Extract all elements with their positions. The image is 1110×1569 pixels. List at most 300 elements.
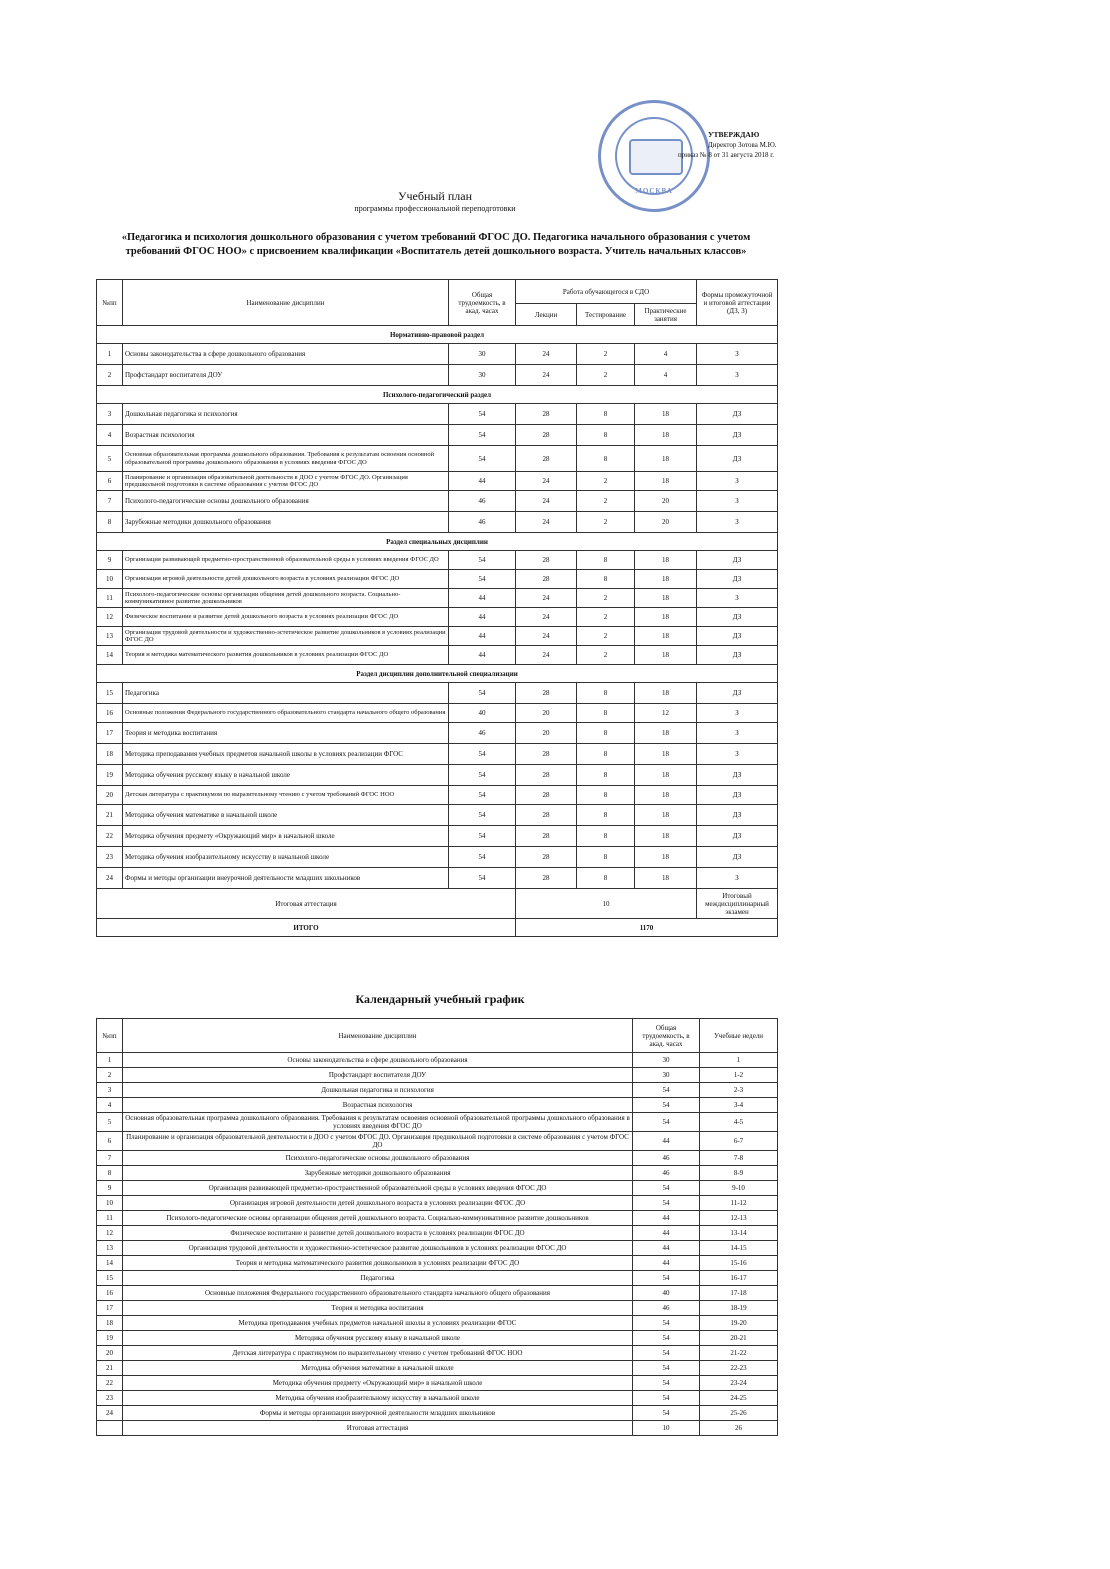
calendar-row xyxy=(97,1241,778,1256)
row-practice: 18 xyxy=(635,805,697,826)
cal-row-number: 18 xyxy=(97,1316,123,1331)
calendar-row xyxy=(97,1256,778,1271)
row-attestation-form: З xyxy=(697,491,778,512)
row-testing: 8 xyxy=(577,723,635,744)
cal-row-total-hours: 54 xyxy=(633,1406,700,1421)
calendar-row xyxy=(97,1391,778,1406)
row-number: 6 xyxy=(97,472,123,491)
cal-row-discipline: Теория и методика воспитания xyxy=(123,1301,633,1316)
row-practice: 4 xyxy=(635,365,697,386)
cal-row-total-hours: 10 xyxy=(633,1421,700,1436)
cal-row-discipline: Основные положения Федерального государственного образовательного стандарта начального общего образования xyxy=(123,1286,633,1301)
header-name: Наименование дисциплин xyxy=(123,280,449,326)
row-testing: 2 xyxy=(577,627,635,646)
row-testing: 2 xyxy=(577,472,635,491)
cal-row-number: 4 xyxy=(97,1098,123,1113)
cal-row-discipline: Организация игровой деятельности детей дошкольного возраста в условиях реализации ФГОС ДО xyxy=(123,1196,633,1211)
cal-row-weeks: 4-5 xyxy=(700,1113,778,1132)
row-practice: 18 xyxy=(635,868,697,889)
table-row xyxy=(97,765,778,786)
cal-row-number: 22 xyxy=(97,1376,123,1391)
cal-row-total-hours: 54 xyxy=(633,1316,700,1331)
cal-row-discipline: Профстандарт воспитателя ДОУ xyxy=(123,1068,633,1083)
calendar-row xyxy=(97,1113,778,1132)
table-row xyxy=(97,365,778,386)
cal-row-discipline: Детская литература с практикумом по выразительному чтению с учетом требований ФГОС НОО xyxy=(123,1346,633,1361)
row-total-hours: 44 xyxy=(449,589,516,608)
final-attestation-row xyxy=(97,889,778,919)
cal-row-total-hours: 44 xyxy=(633,1132,700,1151)
cal-row-discipline: Планирование и организация образовательной деятельности в ДОО с учетом ФГОС ДО. Организация предшкольной подготовки в системе образования с учетом ФГОС ДО xyxy=(123,1132,633,1151)
table-row xyxy=(97,512,778,533)
row-number: 15 xyxy=(97,683,123,704)
cal-row-weeks: 17-18 xyxy=(700,1286,778,1301)
table-row xyxy=(97,472,778,491)
row-testing: 2 xyxy=(577,512,635,533)
row-lectures: 20 xyxy=(516,723,577,744)
table-row xyxy=(97,627,778,646)
row-lectures: 24 xyxy=(516,646,577,665)
row-discipline: Организация развивающей предметно-пространственной образовательной среды в условиях введения ФГОС ДО xyxy=(123,551,449,570)
cal-row-number: 21 xyxy=(97,1361,123,1376)
calendar-header-row xyxy=(97,1019,778,1053)
row-total-hours: 54 xyxy=(449,551,516,570)
row-total-hours: 40 xyxy=(449,704,516,723)
row-number: 9 xyxy=(97,551,123,570)
row-testing: 2 xyxy=(577,344,635,365)
cal-row-weeks: 6-7 xyxy=(700,1132,778,1151)
table-row xyxy=(97,425,778,446)
row-total-hours: 54 xyxy=(449,805,516,826)
cal-row-number: 10 xyxy=(97,1196,123,1211)
table-row xyxy=(97,847,778,868)
calendar-row xyxy=(97,1068,778,1083)
row-practice: 18 xyxy=(635,608,697,627)
row-discipline: Дошкольная педагогика и психология xyxy=(123,404,449,425)
row-total-hours: 54 xyxy=(449,786,516,805)
row-lectures: 28 xyxy=(516,847,577,868)
cal-row-discipline: Зарубежные методики дошкольного образования xyxy=(123,1166,633,1181)
header-testing: Тестирование xyxy=(577,304,635,326)
row-number: 18 xyxy=(97,744,123,765)
table-row xyxy=(97,608,778,627)
row-attestation-form: З xyxy=(697,589,778,608)
row-total-hours: 54 xyxy=(449,404,516,425)
row-number: 19 xyxy=(97,765,123,786)
row-practice: 20 xyxy=(635,512,697,533)
row-attestation-form: ДЗ xyxy=(697,805,778,826)
cal-row-weeks: 21-22 xyxy=(700,1346,778,1361)
row-attestation-form: ДЗ xyxy=(697,646,778,665)
row-attestation-form: З xyxy=(697,868,778,889)
total-label: ИТОГО xyxy=(97,919,516,937)
row-total-hours: 44 xyxy=(449,472,516,491)
cal-row-discipline: Основная образовательная программа дошкольного образования. Требования к результатам освоения основной образовательной программы дошкольного образования в условиях введения ФГОС ДО xyxy=(123,1113,633,1132)
row-testing: 8 xyxy=(577,847,635,868)
row-testing: 8 xyxy=(577,744,635,765)
row-lectures: 28 xyxy=(516,765,577,786)
row-number: 14 xyxy=(97,646,123,665)
row-number: 11 xyxy=(97,589,123,608)
cal-row-weeks: 24-25 xyxy=(700,1391,778,1406)
cal-row-weeks: 23-24 xyxy=(700,1376,778,1391)
calendar-row xyxy=(97,1196,778,1211)
row-lectures: 28 xyxy=(516,786,577,805)
row-total-hours: 54 xyxy=(449,868,516,889)
cal-row-weeks: 2-3 xyxy=(700,1083,778,1098)
row-discipline: Методика обучения русскому языку в начальной школе xyxy=(123,765,449,786)
total-hours: 1170 xyxy=(516,919,778,937)
cal-row-discipline: Организация развивающей предметно-пространственной образовательной среды в условиях введения ФГОС ДО xyxy=(123,1181,633,1196)
cal-row-discipline: Итоговая аттестация xyxy=(123,1421,633,1436)
cal-row-total-hours: 40 xyxy=(633,1286,700,1301)
row-practice: 18 xyxy=(635,570,697,589)
cal-row-total-hours: 46 xyxy=(633,1151,700,1166)
cal-row-total-hours: 44 xyxy=(633,1211,700,1226)
row-lectures: 28 xyxy=(516,805,577,826)
cal-row-discipline: Методика преподавания учебных предметов начальной школы в условиях реализации ФГОС xyxy=(123,1316,633,1331)
header-num: №пп xyxy=(97,280,123,326)
cal-row-weeks: 3-4 xyxy=(700,1098,778,1113)
row-attestation-form: ДЗ xyxy=(697,765,778,786)
row-attestation-form: З xyxy=(697,704,778,723)
row-number: 21 xyxy=(97,805,123,826)
plan-title: Учебный план xyxy=(397,189,473,203)
cal-row-discipline: Основы законодательства в сфере дошкольного образования xyxy=(123,1053,633,1068)
calendar-title: Календарный учебный график xyxy=(355,992,525,1006)
row-attestation-form: З xyxy=(697,723,778,744)
row-lectures: 28 xyxy=(516,425,577,446)
row-testing: 8 xyxy=(577,570,635,589)
row-lectures: 28 xyxy=(516,404,577,425)
section-title: Раздел дисциплин дополнительной специализации xyxy=(97,665,778,683)
row-discipline: Организация игровой деятельности детей дошкольного возраста в условиях реализации ФГОС ДО xyxy=(123,570,449,589)
calendar-row xyxy=(97,1286,778,1301)
row-number: 23 xyxy=(97,847,123,868)
row-number: 5 xyxy=(97,446,123,472)
row-testing: 8 xyxy=(577,404,635,425)
plan-subtitle: программы профессиональной переподготовки xyxy=(354,204,516,213)
calendar-row xyxy=(97,1346,778,1361)
table-row xyxy=(97,344,778,365)
calendar-row xyxy=(97,1271,778,1286)
row-practice: 18 xyxy=(635,683,697,704)
row-total-hours: 54 xyxy=(449,683,516,704)
cal-row-discipline: Психолого-педагогические основы организации общения детей дошкольного возраста. Социально-коммуникативное развитие дошкольников xyxy=(123,1211,633,1226)
cal-row-number: 24 xyxy=(97,1406,123,1421)
row-attestation-form: ДЗ xyxy=(697,608,778,627)
cal-row-total-hours: 54 xyxy=(633,1196,700,1211)
cal-row-total-hours: 54 xyxy=(633,1083,700,1098)
row-number: 22 xyxy=(97,826,123,847)
row-testing: 8 xyxy=(577,704,635,723)
row-practice: 18 xyxy=(635,472,697,491)
row-discipline: Физическое воспитание и развитие детей дошкольного возраста в условиях реализации ФГОС ДО xyxy=(123,608,449,627)
cal-row-number: 9 xyxy=(97,1181,123,1196)
row-testing: 8 xyxy=(577,826,635,847)
cal-row-number: 6 xyxy=(97,1132,123,1151)
row-testing: 2 xyxy=(577,365,635,386)
total-row xyxy=(97,919,778,937)
cal-row-discipline: Методика обучения изобразительному искусству в начальной школе xyxy=(123,1391,633,1406)
curriculum-table xyxy=(96,279,778,937)
cal-row-weeks: 7-8 xyxy=(700,1151,778,1166)
row-number: 1 xyxy=(97,344,123,365)
table-row xyxy=(97,570,778,589)
row-practice: 20 xyxy=(635,491,697,512)
row-practice: 18 xyxy=(635,723,697,744)
calendar-row xyxy=(97,1151,778,1166)
row-discipline: Теория и методика математического развития дошкольников в условиях реализации ФГОС ДО xyxy=(123,646,449,665)
row-discipline: Возрастная психология xyxy=(123,425,449,446)
calendar-row xyxy=(97,1181,778,1196)
cal-row-number: 23 xyxy=(97,1391,123,1406)
row-total-hours: 30 xyxy=(449,344,516,365)
approval-block xyxy=(672,130,782,160)
row-lectures: 28 xyxy=(516,868,577,889)
cal-row-weeks: 22-23 xyxy=(700,1361,778,1376)
row-total-hours: 44 xyxy=(449,608,516,627)
cal-row-number: 15 xyxy=(97,1271,123,1286)
cal-row-total-hours: 44 xyxy=(633,1256,700,1271)
row-practice: 18 xyxy=(635,765,697,786)
calendar-row xyxy=(97,1376,778,1391)
row-lectures: 28 xyxy=(516,683,577,704)
row-attestation-form: З xyxy=(697,365,778,386)
header-lectures: Лекции xyxy=(516,304,577,326)
cal-row-number: 14 xyxy=(97,1256,123,1271)
table-row xyxy=(97,646,778,665)
table-row xyxy=(97,826,778,847)
row-lectures: 24 xyxy=(516,512,577,533)
row-attestation-form: ДЗ xyxy=(697,570,778,589)
calendar-table xyxy=(96,1018,778,1436)
row-discipline: Педагогика xyxy=(123,683,449,704)
cal-row-total-hours: 46 xyxy=(633,1166,700,1181)
row-number: 4 xyxy=(97,425,123,446)
row-total-hours: 54 xyxy=(449,425,516,446)
row-practice: 4 xyxy=(635,344,697,365)
row-testing: 8 xyxy=(577,805,635,826)
row-lectures: 28 xyxy=(516,570,577,589)
header-forms: Формы промежуточной и итоговой аттестации (ДЗ, З) xyxy=(697,280,778,326)
curriculum-header-row xyxy=(97,280,778,304)
row-number: 10 xyxy=(97,570,123,589)
row-total-hours: 54 xyxy=(449,446,516,472)
row-practice: 18 xyxy=(635,446,697,472)
row-number: 2 xyxy=(97,365,123,386)
table-row xyxy=(97,589,778,608)
calendar-row xyxy=(97,1098,778,1113)
row-practice: 18 xyxy=(635,627,697,646)
section-row xyxy=(97,326,778,344)
row-practice: 18 xyxy=(635,646,697,665)
calendar-row xyxy=(97,1361,778,1376)
row-discipline: Основы законодательства в сфере дошкольного образования xyxy=(123,344,449,365)
row-attestation-form: З xyxy=(697,512,778,533)
row-testing: 8 xyxy=(577,446,635,472)
row-attestation-form: ДЗ xyxy=(697,446,778,472)
row-practice: 18 xyxy=(635,847,697,868)
row-testing: 2 xyxy=(577,646,635,665)
row-discipline: Профстандарт воспитателя ДОУ xyxy=(123,365,449,386)
cal-row-number: 5 xyxy=(97,1113,123,1132)
row-total-hours: 54 xyxy=(449,847,516,868)
approval-director: Директор Зотова М.Ю. xyxy=(708,141,777,149)
row-attestation-form: ДЗ xyxy=(697,404,778,425)
row-lectures: 24 xyxy=(516,491,577,512)
calendar-row xyxy=(97,1406,778,1421)
row-testing: 2 xyxy=(577,491,635,512)
final-attestation-hours: 10 xyxy=(516,889,697,919)
cal-row-number: 20 xyxy=(97,1346,123,1361)
cal-header-num: №пп xyxy=(97,1019,123,1053)
row-lectures: 28 xyxy=(516,744,577,765)
row-attestation-form: З xyxy=(697,744,778,765)
row-lectures: 24 xyxy=(516,627,577,646)
row-attestation-form: З xyxy=(697,472,778,491)
cal-row-total-hours: 54 xyxy=(633,1346,700,1361)
row-number: 7 xyxy=(97,491,123,512)
section-title: Нормативно-правовой раздел xyxy=(97,326,778,344)
table-row xyxy=(97,446,778,472)
row-discipline: Детская литература с практикумом по выразительному чтению с учетом требований ФГОС НОО xyxy=(123,786,449,805)
calendar-row xyxy=(97,1132,778,1151)
table-row xyxy=(97,704,778,723)
cal-row-weeks: 1 xyxy=(700,1053,778,1068)
row-testing: 8 xyxy=(577,551,635,570)
row-testing: 8 xyxy=(577,683,635,704)
row-discipline: Методика преподавания учебных предметов начальной школы в условиях реализации ФГОС xyxy=(123,744,449,765)
cal-row-total-hours: 54 xyxy=(633,1331,700,1346)
cal-row-discipline: Методика обучения математике в начальной школе xyxy=(123,1361,633,1376)
cal-row-discipline: Психолого-педагогические основы дошкольного образования xyxy=(123,1151,633,1166)
cal-row-number: 12 xyxy=(97,1226,123,1241)
section-row xyxy=(97,386,778,404)
calendar-row xyxy=(97,1226,778,1241)
row-attestation-form: З xyxy=(697,344,778,365)
table-row xyxy=(97,551,778,570)
table-row xyxy=(97,744,778,765)
row-number: 17 xyxy=(97,723,123,744)
row-total-hours: 30 xyxy=(449,365,516,386)
row-attestation-form: ДЗ xyxy=(697,826,778,847)
row-lectures: 24 xyxy=(516,589,577,608)
cal-row-weeks: 11-12 xyxy=(700,1196,778,1211)
cal-row-total-hours: 44 xyxy=(633,1241,700,1256)
section-row xyxy=(97,665,778,683)
row-attestation-form: ДЗ xyxy=(697,786,778,805)
calendar-row xyxy=(97,1316,778,1331)
row-practice: 18 xyxy=(635,404,697,425)
row-discipline: Планирование и организация образовательной деятельности в ДОО с учетом ФГОС ДО. Организация предшкольной подготовки в системе образования с учетом ФГОС ДО xyxy=(123,472,449,491)
program-name: «Педагогика и психология дошкольного образования с учетом требований ФГОС ДО. Педагогика начального образования с учетом требований ФГОС НОО» с присвоением квалификации «Воспитатель детей дошкольного возраста. Учитель начальных классов» xyxy=(121,232,751,257)
cal-header-name: Наименование дисциплин xyxy=(123,1019,633,1053)
approval-heading: УТВЕРЖДАЮ xyxy=(708,130,760,139)
cal-row-number: 1 xyxy=(97,1053,123,1068)
row-practice: 18 xyxy=(635,589,697,608)
cal-row-total-hours: 30 xyxy=(633,1068,700,1083)
cal-row-number: 2 xyxy=(97,1068,123,1083)
row-total-hours: 54 xyxy=(449,744,516,765)
cal-row-total-hours: 54 xyxy=(633,1181,700,1196)
cal-row-weeks: 8-9 xyxy=(700,1166,778,1181)
header-total: Общая трудоемкость, в акад. часах xyxy=(449,280,516,326)
section-row xyxy=(97,533,778,551)
row-testing: 8 xyxy=(577,868,635,889)
row-lectures: 28 xyxy=(516,446,577,472)
cal-row-total-hours: 46 xyxy=(633,1301,700,1316)
row-lectures: 24 xyxy=(516,344,577,365)
row-practice: 18 xyxy=(635,826,697,847)
cal-row-total-hours: 54 xyxy=(633,1098,700,1113)
header-sdo: Работа обучающегося в СДО xyxy=(516,280,697,304)
section-title: Раздел специальных дисциплин xyxy=(97,533,778,551)
row-number: 12 xyxy=(97,608,123,627)
row-lectures: 24 xyxy=(516,365,577,386)
cal-row-number: 13 xyxy=(97,1241,123,1256)
cal-row-weeks: 20-21 xyxy=(700,1331,778,1346)
cal-row-total-hours: 54 xyxy=(633,1376,700,1391)
row-lectures: 28 xyxy=(516,551,577,570)
cal-row-discipline: Формы и методы организации внеурочной деятельности младших школьников xyxy=(123,1406,633,1421)
row-discipline: Психолого-педагогические основы организации общения детей дошкольного возраста. Социально-коммуникативное развитие дошкольников xyxy=(123,589,449,608)
row-discipline: Основная образовательная программа дошкольного образования. Требования к результатам освоения основной образовательной программы дошкольного образования в условиях введения ФГОС ДО xyxy=(123,446,449,472)
cal-row-weeks: 18-19 xyxy=(700,1301,778,1316)
cal-row-total-hours: 30 xyxy=(633,1053,700,1068)
calendar-row xyxy=(97,1083,778,1098)
row-discipline: Основные положения Федерального государственного образовательного стандарта начального общего образования xyxy=(123,704,449,723)
table-row xyxy=(97,683,778,704)
row-discipline: Теория и методика воспитания xyxy=(123,723,449,744)
approval-order: приказ № 8 от 31 августа 2018 г. xyxy=(678,151,775,159)
table-row xyxy=(97,805,778,826)
cal-row-total-hours: 44 xyxy=(633,1226,700,1241)
cal-row-discipline: Организация трудовой деятельности и художественно-эстетическое развитие дошкольников в условиях реализации ФГОС ДО xyxy=(123,1241,633,1256)
cal-row-weeks: 1-2 xyxy=(700,1068,778,1083)
cal-row-weeks: 19-20 xyxy=(700,1316,778,1331)
table-row xyxy=(97,404,778,425)
calendar-row xyxy=(97,1331,778,1346)
header-practice: Практические занятия xyxy=(635,304,697,326)
table-row xyxy=(97,868,778,889)
row-testing: 8 xyxy=(577,765,635,786)
cal-row-weeks: 14-15 xyxy=(700,1241,778,1256)
row-attestation-form: ДЗ xyxy=(697,627,778,646)
section-title: Психолого-педагогический раздел xyxy=(97,386,778,404)
cal-row-weeks: 9-10 xyxy=(700,1181,778,1196)
cal-row-number xyxy=(97,1421,123,1436)
row-number: 13 xyxy=(97,627,123,646)
cal-row-discipline: Возрастная психология xyxy=(123,1098,633,1113)
row-testing: 8 xyxy=(577,786,635,805)
row-discipline: Методика обучения математике в начальной школе xyxy=(123,805,449,826)
row-number: 20 xyxy=(97,786,123,805)
cal-header-total: Общая трудоемкость, в акад. часах xyxy=(633,1019,700,1053)
cal-row-number: 3 xyxy=(97,1083,123,1098)
row-practice: 18 xyxy=(635,786,697,805)
calendar-row xyxy=(97,1053,778,1068)
cal-row-number: 16 xyxy=(97,1286,123,1301)
row-attestation-form: ДЗ xyxy=(697,425,778,446)
row-testing: 8 xyxy=(577,425,635,446)
row-total-hours: 54 xyxy=(449,765,516,786)
row-testing: 2 xyxy=(577,589,635,608)
row-attestation-form: ДЗ xyxy=(697,683,778,704)
row-practice: 18 xyxy=(635,744,697,765)
row-number: 16 xyxy=(97,704,123,723)
row-lectures: 24 xyxy=(516,472,577,491)
